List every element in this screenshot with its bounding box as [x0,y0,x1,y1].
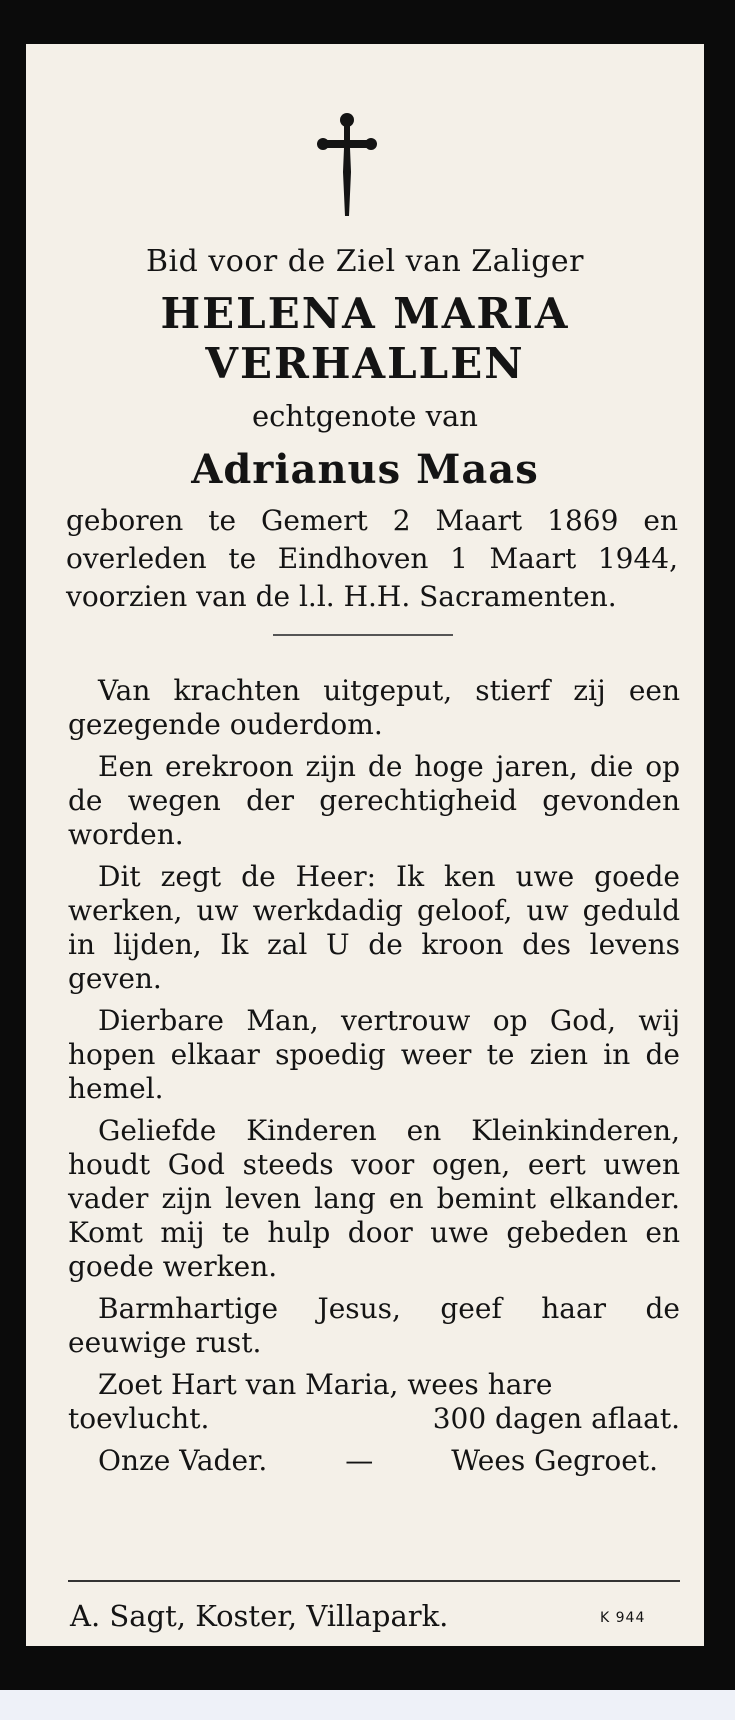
printer-credit: A. Sagt, Koster, Villapark. [70,1599,449,1633]
deceased-name-surname: VERHALLEN [205,339,525,388]
memorial-text [68,674,680,1478]
paragraph: Van krachten uitgeput, stierf zij een gezegende ouderdom. [68,674,680,741]
invocation-line: Zoet Hart van Maria, wees hare [98,1368,553,1401]
prayer-line [68,1444,680,1478]
footer-divider [68,1580,680,1582]
paragraph: Geliefde Kinderen en Kleinkinderen, houdt God steeds voor ogen, eert uwen vader zijn leven lang en bemint elkander. Komt mij te hulp door uwe gebeden en goede werken. [68,1114,680,1283]
latin-cross-icon [317,112,377,220]
prayer-hail-mary: Wees Gegroet. [451,1444,658,1477]
deceased-name-first: HELENA MARIA [160,289,570,338]
paragraph: Een erekroon zijn de hoge jaren, die op de wegen der gerechtigheid gevonden worden. [68,750,680,851]
invocation-line-two [68,1402,680,1436]
prayer-dash: — [345,1444,374,1477]
print-code: K 944 [600,1610,646,1626]
deceased-name [26,289,704,389]
memorial-card [26,44,704,1646]
spouse-name: Adrianus Maas [191,446,539,493]
prayer-our-father: Onze Vader. [98,1444,268,1477]
paragraph: Dit zegt de Heer: Ik ken uwe goede werken, uw werkdadig geloof, uw geduld in lijden, Ik zal U de kroon des levens geven. [68,860,680,995]
invocation [68,1368,680,1436]
prayer-intro: Bid voor de Ziel van Zaliger [145,244,585,279]
paragraph: Barmhartige Jesus, geef haar de eeuwige rust. [68,1292,680,1359]
birth-death-details: geboren te Gemert 2 Maart 1869 en overleden te Eindhoven 1 Maart 1944, voorzien van de l.l. H.H. Sacramenten. [66,504,678,613]
indulgence-note: 300 dagen aflaat. [432,1402,680,1435]
bottom-edge [0,1690,735,1720]
invocation-end: toevlucht. [68,1402,210,1435]
paragraph: Dierbare Man, vertrouw op God, wij hopen elkaar spoedig weer te zien in de hemel. [68,1004,680,1105]
short-divider [273,634,453,636]
spouse-intro: echtgenote van [252,399,478,433]
